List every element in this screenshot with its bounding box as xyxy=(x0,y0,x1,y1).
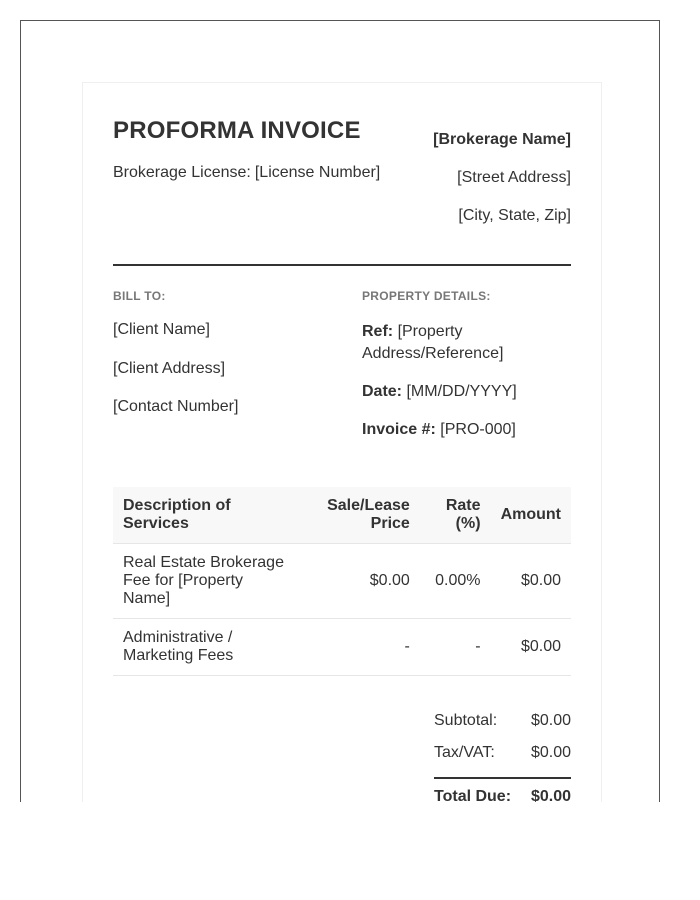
row-description: Real Estate Brokerage Fee for [Property Name] xyxy=(113,544,302,619)
brokerage-license xyxy=(113,164,380,182)
tax-label: Tax/VAT: xyxy=(434,744,495,761)
row-amount: $0.00 xyxy=(491,544,571,619)
invoice-date xyxy=(362,381,572,403)
document-frame xyxy=(20,20,660,802)
services-table xyxy=(113,487,571,676)
header-price: Sale/Lease Price xyxy=(302,487,420,544)
row-rate: 0.00% xyxy=(420,544,491,619)
invoice-page xyxy=(82,82,602,802)
date-value: [MM/DD/YYYY] xyxy=(406,383,517,400)
row-price: - xyxy=(302,619,420,676)
property-ref xyxy=(362,321,572,365)
header-divider xyxy=(113,264,571,266)
brokerage-name: [Brokerage Name] xyxy=(433,131,571,148)
total-due-row xyxy=(434,777,571,802)
bill-to-label: BILL TO: xyxy=(113,289,166,303)
tax-value: $0.00 xyxy=(530,744,571,761)
ref-value: [Property Address/Reference] xyxy=(362,323,504,362)
row-price: $0.00 xyxy=(302,544,420,619)
invoice-number-label: Invoice #: xyxy=(362,421,436,438)
table-header-row xyxy=(113,487,571,544)
row-rate: - xyxy=(420,619,491,676)
subtotal-row xyxy=(434,709,571,741)
ref-label: Ref: xyxy=(362,323,394,340)
invoice-number-value: [PRO-000] xyxy=(440,421,516,438)
table-row xyxy=(113,619,571,676)
client-address: [Client Address] xyxy=(113,359,226,377)
subtotal-value: $0.00 xyxy=(530,712,571,729)
date-label: Date: xyxy=(362,383,403,400)
table-row xyxy=(113,544,571,619)
row-amount: $0.00 xyxy=(491,619,571,676)
city-state-zip: [City, State, Zip] xyxy=(458,207,571,224)
total-due-label: Total Due: xyxy=(434,788,512,802)
subtotal-label: Subtotal: xyxy=(434,712,498,729)
header-amount: Amount xyxy=(491,487,571,544)
license-label: Brokerage License: xyxy=(113,164,251,181)
totals-block xyxy=(434,709,571,802)
contact-number: [Contact Number] xyxy=(113,398,239,415)
client-name: [Client Name] xyxy=(113,321,210,338)
invoice-title: PROFORMA INVOICE xyxy=(113,117,361,144)
tax-row xyxy=(434,741,571,773)
bill-to-block xyxy=(113,321,238,437)
header-rate: Rate (%) xyxy=(420,487,491,544)
property-details-label: PROPERTY DETAILS: xyxy=(362,289,491,303)
row-description: Administrative / Marketing Fees xyxy=(113,619,302,676)
street-address: [Street Address] xyxy=(457,169,571,186)
company-info xyxy=(433,131,571,245)
header-description: Description of Services xyxy=(113,487,302,544)
total-due-value: $0.00 xyxy=(530,788,571,802)
property-details-block xyxy=(362,321,572,457)
license-number: [License Number] xyxy=(254,164,381,181)
invoice-number xyxy=(362,419,572,441)
